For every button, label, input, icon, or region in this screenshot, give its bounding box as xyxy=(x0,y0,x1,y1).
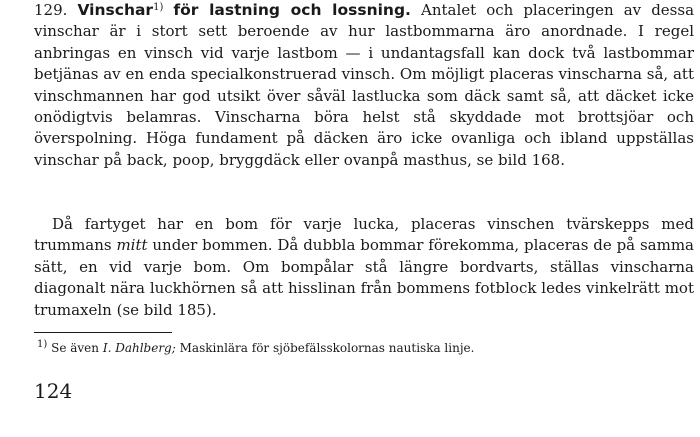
emphasis-word: mitt xyxy=(116,236,148,255)
footnote-author: I. Dahlberg; xyxy=(102,341,176,355)
footnote xyxy=(37,340,687,357)
section-title: Vinschar xyxy=(77,1,154,19)
footnote-text: Maskinlära för sjöbefälsskolornas nautiska linje. xyxy=(179,341,475,355)
paragraph-2 xyxy=(34,214,694,321)
paragraph-2-text-end: under bommen. Då dubbla bommar förekomma, placeras de på samma sätt, en vid varje bom. Om bompålar stå längre bordvarts, ställas vinscharna diagonalt nära luckhörnen så att hisslinan från bommens fotblock ledes vinkelrätt mot trumaxeln (se bild 185). xyxy=(34,236,694,319)
paragraph-1-body: Antalet och placeringen av dessa vinschar är i stort sett beroende av hur lastbommarna äro anordnade. I regel anbringas en vinsch vid varje lastbom — i undantagsfall kan dock två lastbommar betjänas av en enda specialkonstruerad vinsch. Om möjligt placeras vinscharna så, att vinschmannen har god utsikt över såväl lastlucka som däck samt så, att däcket icke onödigtvis belamras. Vinscharna böra helst stå skyddade mot brottsjöar och överspolning. Höga fundament på däcken äro icke ovanliga och ibland uppställas vinschar på back, poop, bryggdäck eller ovanpå masthus, se bild 168. xyxy=(34,1,695,169)
page-number: 124 xyxy=(34,379,73,403)
paragraph-129 xyxy=(34,0,694,171)
footnote-lead: Se även xyxy=(51,341,99,355)
footnote-reference: 1) xyxy=(153,2,164,13)
section-title-rest: för lastning och lossning. xyxy=(173,1,411,19)
section-number: 129. xyxy=(34,1,68,19)
paragraph-2-text-start: Då fartyget har en bom för varje lucka, placeras vinschen tvärskepps med trummans xyxy=(34,215,694,255)
footnote-divider xyxy=(34,332,172,333)
footnote-mark: 1) xyxy=(37,339,48,350)
